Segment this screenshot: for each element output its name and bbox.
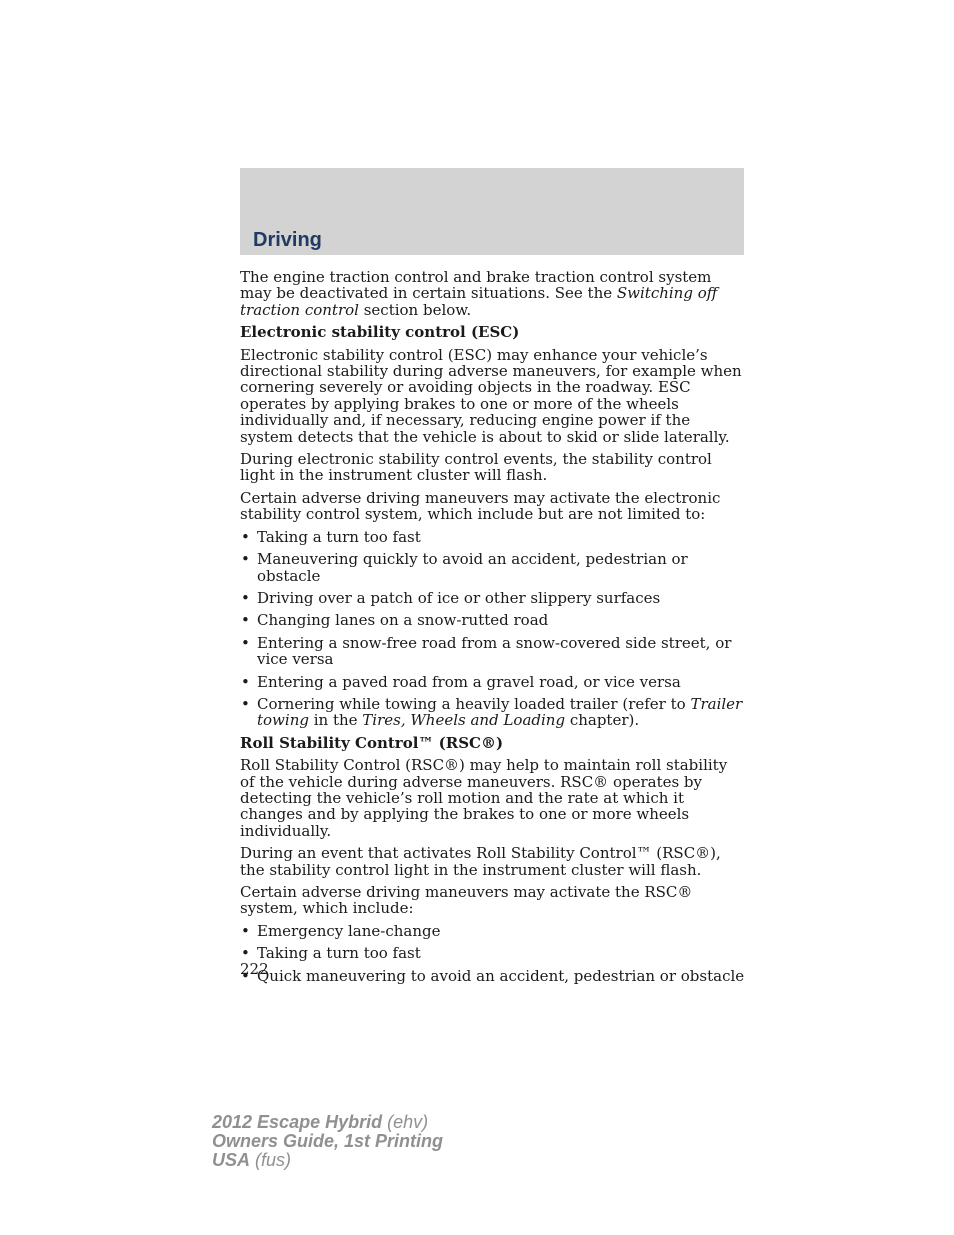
- list-item: [240, 696, 746, 729]
- list-item: • Entering a paved road from a gravel road, or vice versa: [240, 674, 746, 690]
- intro-reference: Switching off traction control: [240, 284, 718, 319]
- footer-line-2: Owners Guide, 1st Printing: [212, 1131, 444, 1151]
- rsc-paragraph-3: Certain adverse driving maneuvers may activate the RSC® system, which include:: [240, 883, 693, 918]
- rsc-paragraph-1: Roll Stability Control (RSC®) may help to maintain roll stability of the vehicle during adverse maneuvers. RSC® operates by detecting the vehicle’s roll motion and the rate at which it changes and by applying the brakes to one or more wheels individually.: [240, 756, 728, 840]
- list-item: • Changing lanes on a snow-rutted road: [240, 612, 746, 628]
- section-title: Driving: [253, 229, 322, 251]
- list-item-text: chapter).: [565, 711, 640, 730]
- footer-model-code: (ehv): [382, 1112, 429, 1132]
- esc-heading: Electronic stability control (ESC): [240, 323, 520, 342]
- footer-model: 2012 Escape Hybrid: [212, 1112, 383, 1132]
- list-item: • Emergency lane-change: [240, 923, 746, 939]
- list-item-text: in the: [308, 711, 363, 730]
- esc-paragraph-2: During electronic stability control events, the stability control light in the instrument cluster will flash.: [240, 450, 712, 485]
- footer-market: USA: [212, 1150, 251, 1170]
- rsc-heading: Roll Stability Control™ (RSC®): [240, 733, 504, 752]
- page-number: 222: [240, 960, 269, 978]
- esc-paragraph-1: Electronic stability control (ESC) may enhance your vehicle’s directional stability during adverse maneuvers, for example when cornering severely or avoiding objects in the roadway. ESC operates by applying brakes to one or more of the wheels individually and, if necessary, reducing engine power if the system detects that the vehicle is about to skid or slide laterally.: [240, 345, 742, 446]
- rsc-paragraph-2: During an event that activates Roll Stability Control™ (RSC®), the stability control light in the instrument cluster will flash.: [240, 844, 721, 879]
- list-item: • Taking a turn too fast: [240, 529, 746, 545]
- rsc-maneuver-list: [240, 923, 746, 984]
- footer-line-1: [212, 1113, 443, 1132]
- esc-maneuver-list: [240, 529, 746, 729]
- list-item: • Quick maneuvering to avoid an accident, pedestrian or obstacle: [240, 968, 746, 984]
- chapter-reference: Tires, Wheels and Loading: [362, 711, 566, 730]
- document-footer: [212, 1113, 443, 1170]
- list-item: • Driving over a patch of ice or other slippery surfaces: [240, 590, 746, 606]
- footer-line-3: [212, 1151, 443, 1170]
- intro-text: The engine traction control and brake traction control system may be deactivated in certain situations. See the: [240, 268, 712, 303]
- list-item: • Taking a turn too fast: [240, 945, 746, 961]
- list-item: • Entering a snow-free road from a snow-covered side street, or vice versa: [240, 635, 746, 668]
- footer-market-code: (fus): [250, 1150, 292, 1170]
- list-item-text: Cornering while towing a heavily loaded trailer (refer to: [257, 694, 691, 713]
- esc-paragraph-3: Certain adverse driving maneuvers may activate the electronic stability control system, which include but are not limited to:: [240, 488, 721, 524]
- intro-text-end: section below.: [358, 300, 472, 319]
- trailer-towing-reference: Trailer towing: [257, 694, 743, 730]
- page-content: [240, 269, 746, 990]
- list-item: • Maneuvering quickly to avoid an accident, pedestrian or obstacle: [240, 551, 746, 584]
- intro-paragraph: [240, 269, 746, 318]
